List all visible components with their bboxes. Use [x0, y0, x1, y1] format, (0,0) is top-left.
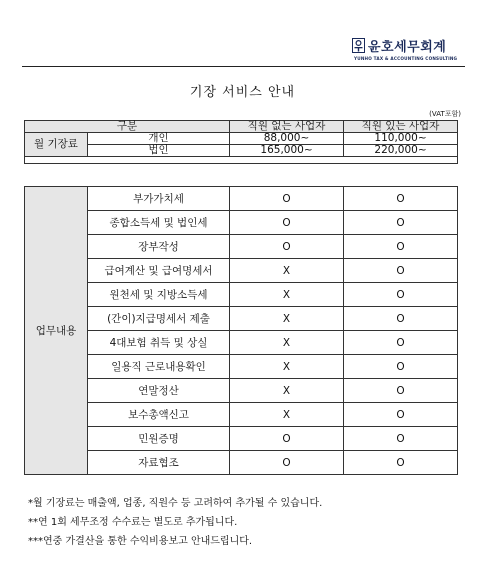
- header-no-staff: 직원 없는 사업자: [230, 121, 344, 133]
- service-name: 민원증명: [88, 427, 230, 451]
- table-row: [25, 307, 458, 331]
- logo-subtitle: YUNHO TAX & ACCOUNTING CONSULTING: [354, 56, 458, 61]
- service-no-staff: O: [230, 427, 344, 451]
- table-row: [25, 379, 458, 403]
- table-row: [25, 145, 458, 157]
- fee-type: 법인: [88, 145, 230, 157]
- service-with-staff: O: [344, 259, 458, 283]
- service-table: [24, 186, 458, 475]
- footnote: ***연중 가결산을 통한 수익비용보고 안내드립니다.: [28, 536, 253, 547]
- service-name: 급여계산 및 급여명세서: [88, 259, 230, 283]
- service-with-staff: O: [344, 379, 458, 403]
- service-no-staff: X: [230, 379, 344, 403]
- service-no-staff: X: [230, 259, 344, 283]
- service-name: 보수총액신고: [88, 403, 230, 427]
- header-with-staff: 직원 있는 사업자: [344, 121, 458, 133]
- service-with-staff: O: [344, 283, 458, 307]
- footnotes: [28, 494, 322, 551]
- company-logo: [352, 36, 464, 66]
- table-row: [25, 235, 458, 259]
- fee-with-staff: 110,000~: [344, 133, 458, 145]
- service-with-staff: O: [344, 211, 458, 235]
- page-title: 기장 서비스 안내: [189, 85, 296, 100]
- service-with-staff: O: [344, 427, 458, 451]
- service-name: 일용직 근로내용확인: [88, 355, 230, 379]
- footnote: *월 기장료는 매출액, 업종, 직원수 등 고려하여 추가될 수 있습니다.: [28, 498, 323, 509]
- service-no-staff: O: [230, 187, 344, 211]
- footnote: **연 1회 세무조정 수수료는 별도로 추가됩니다.: [28, 517, 238, 528]
- table-row: [25, 355, 458, 379]
- service-with-staff: O: [344, 451, 458, 475]
- table-row: [25, 427, 458, 451]
- fee-no-staff: 88,000~: [230, 133, 344, 145]
- service-name: (간이)지급명세서 제출: [88, 307, 230, 331]
- service-no-staff: O: [230, 451, 344, 475]
- service-with-staff: O: [344, 355, 458, 379]
- logo-name: 윤호세무회계: [368, 40, 447, 55]
- service-no-staff: X: [230, 331, 344, 355]
- service-no-staff: O: [230, 235, 344, 259]
- service-name: 자료협조: [88, 451, 230, 475]
- vat-note: (VAT포함): [429, 110, 461, 118]
- table-row: [25, 331, 458, 355]
- fee-header-row: [25, 121, 458, 133]
- header-rule: [22, 66, 465, 67]
- service-no-staff: X: [230, 403, 344, 427]
- service-no-staff: X: [230, 355, 344, 379]
- logo-mark-icon: [352, 38, 365, 53]
- service-name: 원천세 및 지방소득세: [88, 283, 230, 307]
- service-name: 4대보험 취득 및 상실: [88, 331, 230, 355]
- fee-no-staff: 165,000~: [230, 145, 344, 157]
- table-row: [25, 187, 458, 211]
- fee-type: 개인: [88, 133, 230, 145]
- table-row: [25, 403, 458, 427]
- service-name: 부가가치세: [88, 187, 230, 211]
- service-with-staff: O: [344, 187, 458, 211]
- service-no-staff: O: [230, 211, 344, 235]
- spacer-row: [25, 157, 458, 164]
- table-row: [25, 133, 458, 145]
- fee-table: [24, 120, 458, 164]
- service-no-staff: X: [230, 283, 344, 307]
- fee-with-staff: 220,000~: [344, 145, 458, 157]
- service-name: 종합소득세 및 법인세: [88, 211, 230, 235]
- work-content-label: 업무내용: [25, 187, 88, 475]
- table-row: [25, 211, 458, 235]
- monthly-fee-label: 월 기장료: [25, 133, 88, 157]
- table-row: [25, 259, 458, 283]
- service-name: 장부작성: [88, 235, 230, 259]
- table-row: [25, 451, 458, 475]
- service-with-staff: O: [344, 307, 458, 331]
- service-with-staff: O: [344, 403, 458, 427]
- table-row: [25, 283, 458, 307]
- service-with-staff: O: [344, 235, 458, 259]
- service-with-staff: O: [344, 331, 458, 355]
- header-category: 구분: [25, 121, 230, 133]
- service-no-staff: X: [230, 307, 344, 331]
- service-name: 연말정산: [88, 379, 230, 403]
